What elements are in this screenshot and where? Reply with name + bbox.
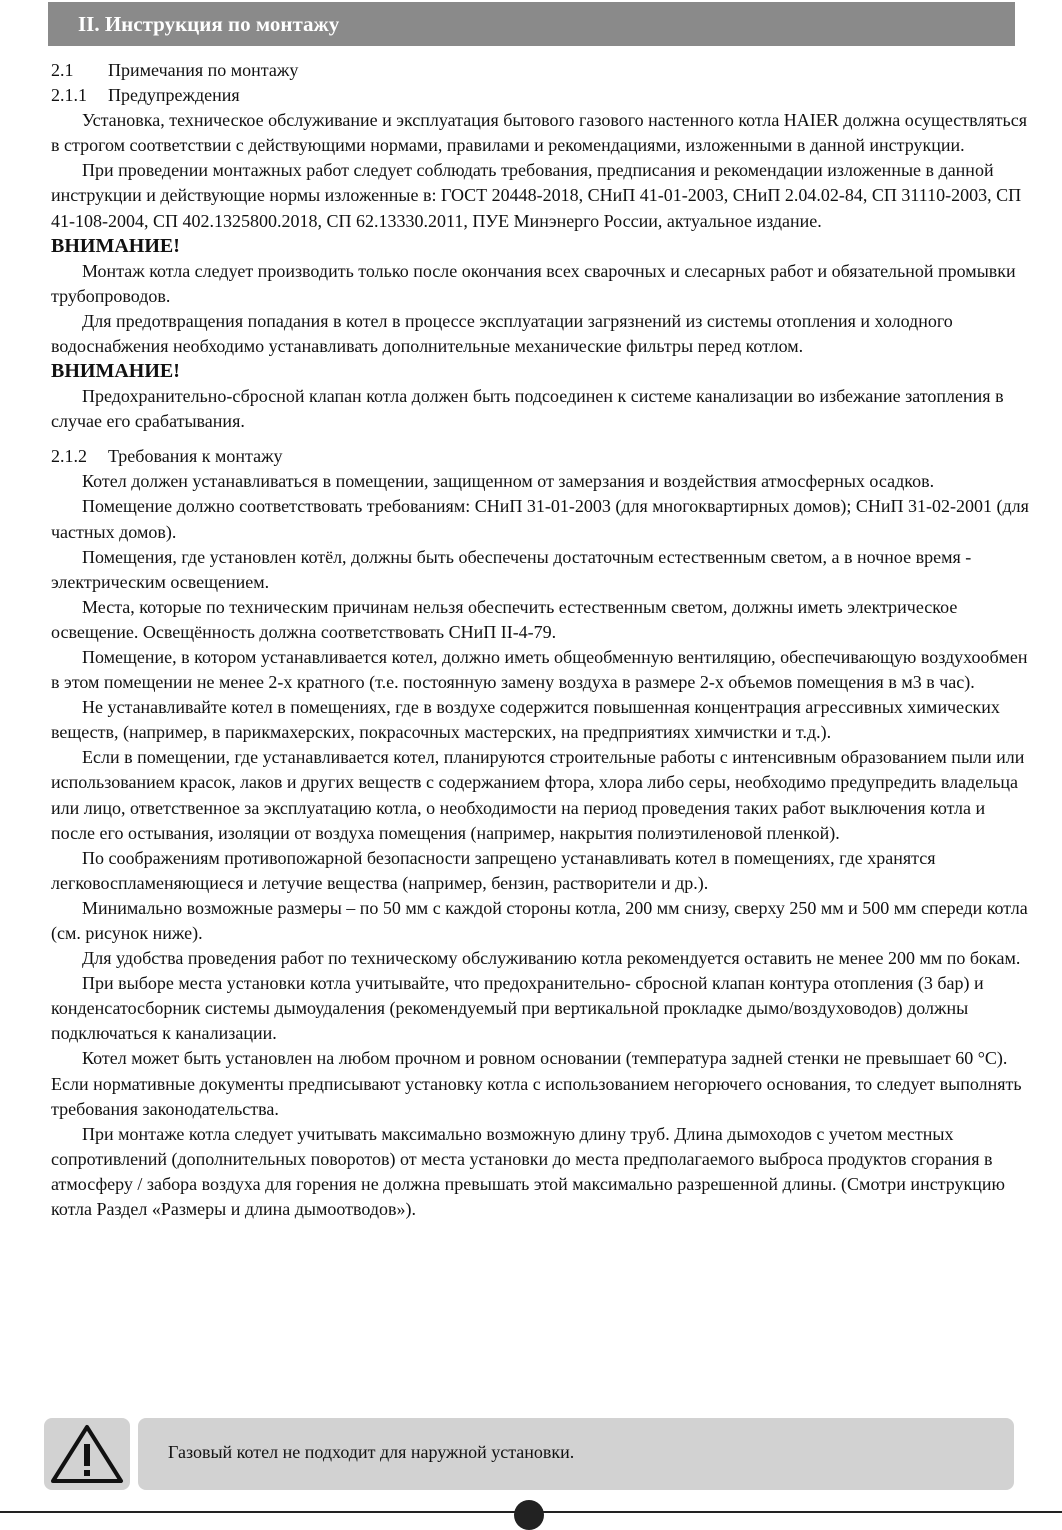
page-title: II. Инструкция по монтажу (78, 12, 340, 36)
paragraph: Котел может быть установлен на любом прочном и ровном основании (температура задней стенки не превышает 60 °С). Если нормативные документы предписывают установку котла с использованием негорючего основания, то следует выполнять требования законодательства. (51, 1048, 1022, 1119)
warning-heading: ВНИМАНИЕ! (51, 234, 180, 257)
spacer (51, 434, 1031, 444)
section-number: 2.1.2 (51, 446, 87, 467)
paragraph: Места, которые по техническим причинам нельзя обеспечить естественным светом, должны иметь электрическое освещение. Освещённость должна соответствовать СНиП II-4-79. (51, 596, 958, 642)
paragraph: Установка, техническое обслуживание и эксплуатация бытового газового настенного котла HAIER должна осуществляться в строгом соответствии с действующими нормами, правилами и рекомендациями, изложенными в данной инструкции. (51, 110, 1027, 156)
section-heading (51, 83, 1031, 108)
note-icon-container (44, 1418, 130, 1490)
paragraph: Для удобства проведения работ по техническому обслуживанию котла рекомендуется оставить не менее 200 мм по бокам. (82, 948, 1021, 969)
section-number: 2.1.1 (51, 85, 87, 106)
header-bar (48, 2, 1015, 46)
paragraph: Для предотвращения попадания в котел в процессе эксплуатации загрязнений из системы отопления и холодного водоснабжения необходимо устанавливать дополнительные механические фильтры перед котлом. (51, 310, 953, 356)
section-heading (51, 58, 1031, 83)
note-text-container (138, 1418, 1014, 1490)
section-title: Предупреждения (108, 85, 240, 106)
warning-heading: ВНИМАНИЕ! (51, 360, 180, 383)
paragraph: Если в помещении, где устанавливается котел, планируются строительные работы с интенсивным образованием пыли или использованием красок, лаков и других веществ с содержанием фтора, хлора либо серы, необходимо предупредить владельца или лицо, ответственное за эксплуатацию котла, о необходимости на период проведения таких работ выключения котла и после его остывания, изоляции от воздуха помещения (например, накрытия полиэтиленовой пленкой). (51, 747, 1025, 843)
paragraph: Котел должен устанавливаться в помещении, защищенном от замерзания и воздействия атмосферных осадков. (82, 471, 935, 492)
paragraph: Монтаж котла следует производить только после окончания всех сварочных и слесарных работ и обязательной промывки трубопроводов. (51, 260, 1016, 306)
warning-triangle-icon (44, 1418, 130, 1490)
paragraph: Не устанавливайте котел в помещениях, где в воздухе содержится повышенная концентрация агрессивных химических веществ, (например, в парикмахерских, покрасочных мастерских, на предприятиях химчистки и т.д.). (51, 697, 1000, 743)
page-number-badge (514, 1500, 544, 1530)
document-body (51, 58, 1031, 1222)
section-title: Требования к монтажу (108, 446, 283, 467)
paragraph: При монтаже котла следует учитывать максимально возможную длину труб. Длина дымоходов с учетом местных сопротивлений (дополнительных поворотов) от места установки до места предполагаемого выброса продуктов сгорания в атмосферу / забора воздуха для горения не должна превышать этой максимально разрешенной длины. (Смотри инструкцию котла Раздел «Размеры и длина дымоотводов»). (51, 1123, 1005, 1220)
paragraph: По соображениям противопожарной безопасности запрещено устанавливать котел в помещениях, где хранятся легковоспламеняющиеся и летучие вещества (например, бензин, растворители и др.). (51, 847, 936, 893)
paragraph: При выборе места установки котла учитывайте, что предохранительно- сбросной клапан контура отопления (3 бар) и конденсатосборник системы дымоудаления (рекомендуемый при вертикальной прокладке дымо/воздуховодов) должны подключаться к канализации. (51, 973, 984, 1044)
section-heading (51, 444, 1031, 469)
section-title: Примечания по монтажу (108, 60, 299, 80)
note-box (44, 1418, 1014, 1490)
paragraph: Минимально возможные размеры – по 50 мм с каждой стороны котла, 200 мм снизу, сверху 250 мм и 500 мм спереди котла (см. рисунок ниже). (51, 897, 1028, 943)
section-number: 2.1 (51, 60, 74, 80)
paragraph: Помещение, в котором устанавливается котел, должно иметь общеобменную вентиляцию, обеспечивающую воздухообмен в этом помещении не менее 2-х кратного (т.е. постоянную замену воздуха в размере 2-х объемов помещения в м3 в час). (51, 646, 1028, 693)
paragraph: Помещение должно соответствовать требованиям: СНиП 31-01-2003 (для многоквартирных домов); СНиП 31-02-2001 (для частных домов). (51, 496, 1029, 542)
paragraph: Предохранительно-сбросной клапан котла должен быть подсоединен к системе канализации во избежание затопления в случае его срабатывания. (51, 386, 1004, 432)
paragraph: При проведении монтажных работ следует соблюдать требования, предписания и рекомендации изложенные в данной инструкции и действующие нормы изложенные в: ГОСТ 20448-2018, СНиП 41-01-2003, СНиП 2.04.02-84, СП 31110-2003, СП 41-108-2004, СП 402.1325800.2018, СП 62.13330.2011, ПУЕ Минэнерго России, актуальное издание. (51, 160, 1022, 231)
paragraph: Помещения, где установлен котёл, должны быть обеспечены достаточным естественным светом, а в ночное время - электрическим освещением. (51, 546, 972, 592)
note-text: Газовый котел не подходит для наружной установки. (168, 1442, 575, 1462)
